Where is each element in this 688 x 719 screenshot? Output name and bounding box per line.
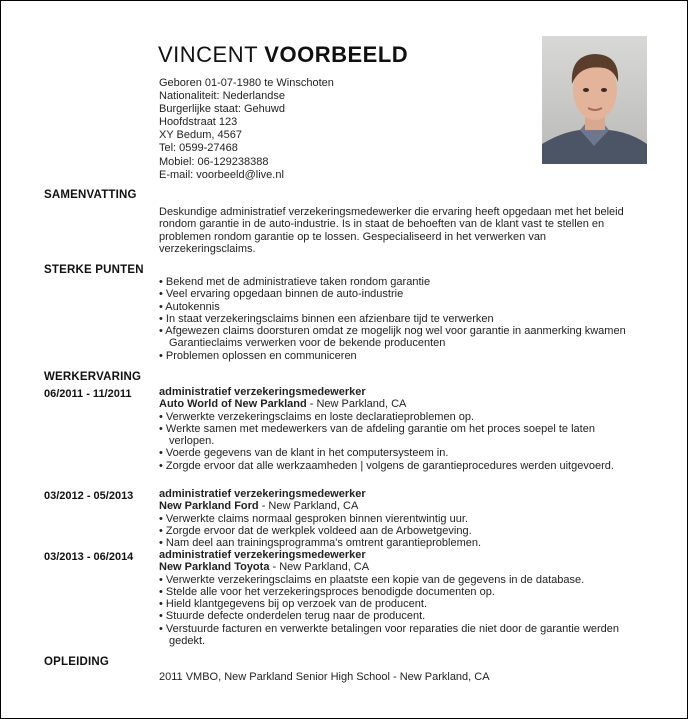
candidate-name	[158, 42, 408, 68]
marital-status: Burgerlijke staat: Gehuwd	[159, 103, 285, 116]
list-item: • Zorgde ervoor dat de werkplek voldeed aan de Arbowetgeving.	[159, 524, 472, 537]
list-item: • Verwerkte verzekeringsclaims en loste declaratieproblemen op.	[159, 410, 475, 423]
job-dates: 03/2013 - 06/2014	[44, 551, 134, 563]
list-item: • Verwerkte verzekeringsclaims en plaatste een kopie van de gegevens in de database.	[159, 573, 585, 586]
experience-heading: WERKERVARING	[44, 371, 142, 383]
list-item: • Verstuurde facturen en verwerkte betalingen voor reparaties die niet door de garantie werden gedekt.	[159, 622, 620, 648]
education-heading: OPLEIDING	[44, 656, 110, 668]
list-item: • Werkte samen met medewerkers van de afdeling garantie om het proces soepel te laten verlopen.	[159, 422, 595, 448]
postal-city: XY Bedum, 4567	[159, 129, 242, 142]
list-item: • Veel ervaring opgedaan binnen de auto-industrie	[159, 288, 404, 301]
company-name: New Parkland Toyota	[159, 561, 270, 574]
list-item: • Problemen oplossen en communiceren	[159, 349, 357, 362]
nationality: Nationaliteit: Nederlandse	[159, 90, 285, 103]
last-name: VOORBEELD	[264, 42, 409, 67]
list-item: • In staat verzekeringsclaims binnen een afzienbare tijd te verwerken	[159, 312, 494, 325]
job-company-line	[159, 398, 634, 410]
job-dates: 03/2012 - 05/2013	[44, 490, 134, 502]
list-item: • Nam deel aan trainingsprogramma's omtrent garantieproblemen.	[159, 537, 482, 550]
job-company-line	[159, 561, 634, 573]
job-entry	[159, 386, 634, 472]
birth-info: Geboren 01-07-1980 te Winschoten	[159, 77, 334, 89]
company-location: - New Parkland, CA	[258, 500, 359, 513]
list-item: • Stelde alle voor het verzekeringsproces benodigde documenten op.	[159, 585, 495, 598]
list-item: • Zorgde ervoor dat alle werkzaamheden | volgens de garantieprocedures werden uitgevoerd.	[159, 459, 614, 472]
job-entry	[159, 488, 634, 549]
job-title: administratief verzekeringsmedewerker	[159, 488, 366, 500]
summary-heading: SAMENVATTING	[44, 189, 137, 201]
profile-photo	[542, 36, 647, 164]
strengths-list	[159, 276, 634, 362]
mobile: Mobiel: 06-129238388	[159, 155, 269, 168]
email: E-mail: voorbeeld@live.nl	[159, 168, 284, 181]
summary-text: Deskundige administratief verzekeringsmedewerker die ervaring heeft opgedaan met het beleid rondom garantie in de auto-industrie. Is in staat de behoeften van de klant vast te stellen en problemen rondom garantie op te lossen. Gespecialiseerd in het verwerken van verzekeringsclaims.	[159, 206, 624, 255]
company-location: - New Parkland, CA	[269, 561, 370, 574]
job-company-line	[159, 500, 634, 512]
list-item: • Bekend met de administratieve taken rondom garantie	[159, 276, 431, 288]
list-item: • Verwerkte claims normaal gesproken binnen vierentwintig uur.	[159, 512, 468, 525]
company-location: - New Parkland, CA	[306, 398, 407, 411]
strengths-heading: STERKE PUNTEN	[44, 264, 144, 276]
job-title: administratief verzekeringsmedewerker	[159, 549, 366, 561]
job-title: administratief verzekeringsmedewerker	[159, 386, 366, 398]
education-text: 2011 VMBO, New Parkland Senior High School - New Parkland, CA	[159, 671, 490, 683]
list-item: • Afgewezen claims doorsturen omdat ze mogelijk nog wel voor garantie in aanmerking kwamen Garantieclaims verwerken voor de bekende producenten	[159, 325, 626, 350]
list-item: • Voerde gegevens van de klant in het computersysteem in.	[159, 447, 449, 460]
first-name: VINCENT	[158, 42, 258, 67]
street-address: Hoofdstraat 123	[159, 116, 238, 129]
job-entry	[159, 549, 634, 647]
contact-details	[159, 77, 334, 182]
phone: Tel: 0599-27468	[159, 142, 238, 155]
list-item: • Autokennis	[159, 300, 220, 313]
list-item: • Stuurde defecte onderdelen terug naar de producent.	[159, 610, 426, 623]
list-item: • Hield klantgegevens bij op verzoek van de producent.	[159, 598, 428, 611]
company-name: Auto World of New Parkland	[159, 398, 307, 411]
job-dates: 06/2011 - 11/2011	[44, 388, 132, 400]
company-name: New Parkland Ford	[159, 500, 259, 513]
